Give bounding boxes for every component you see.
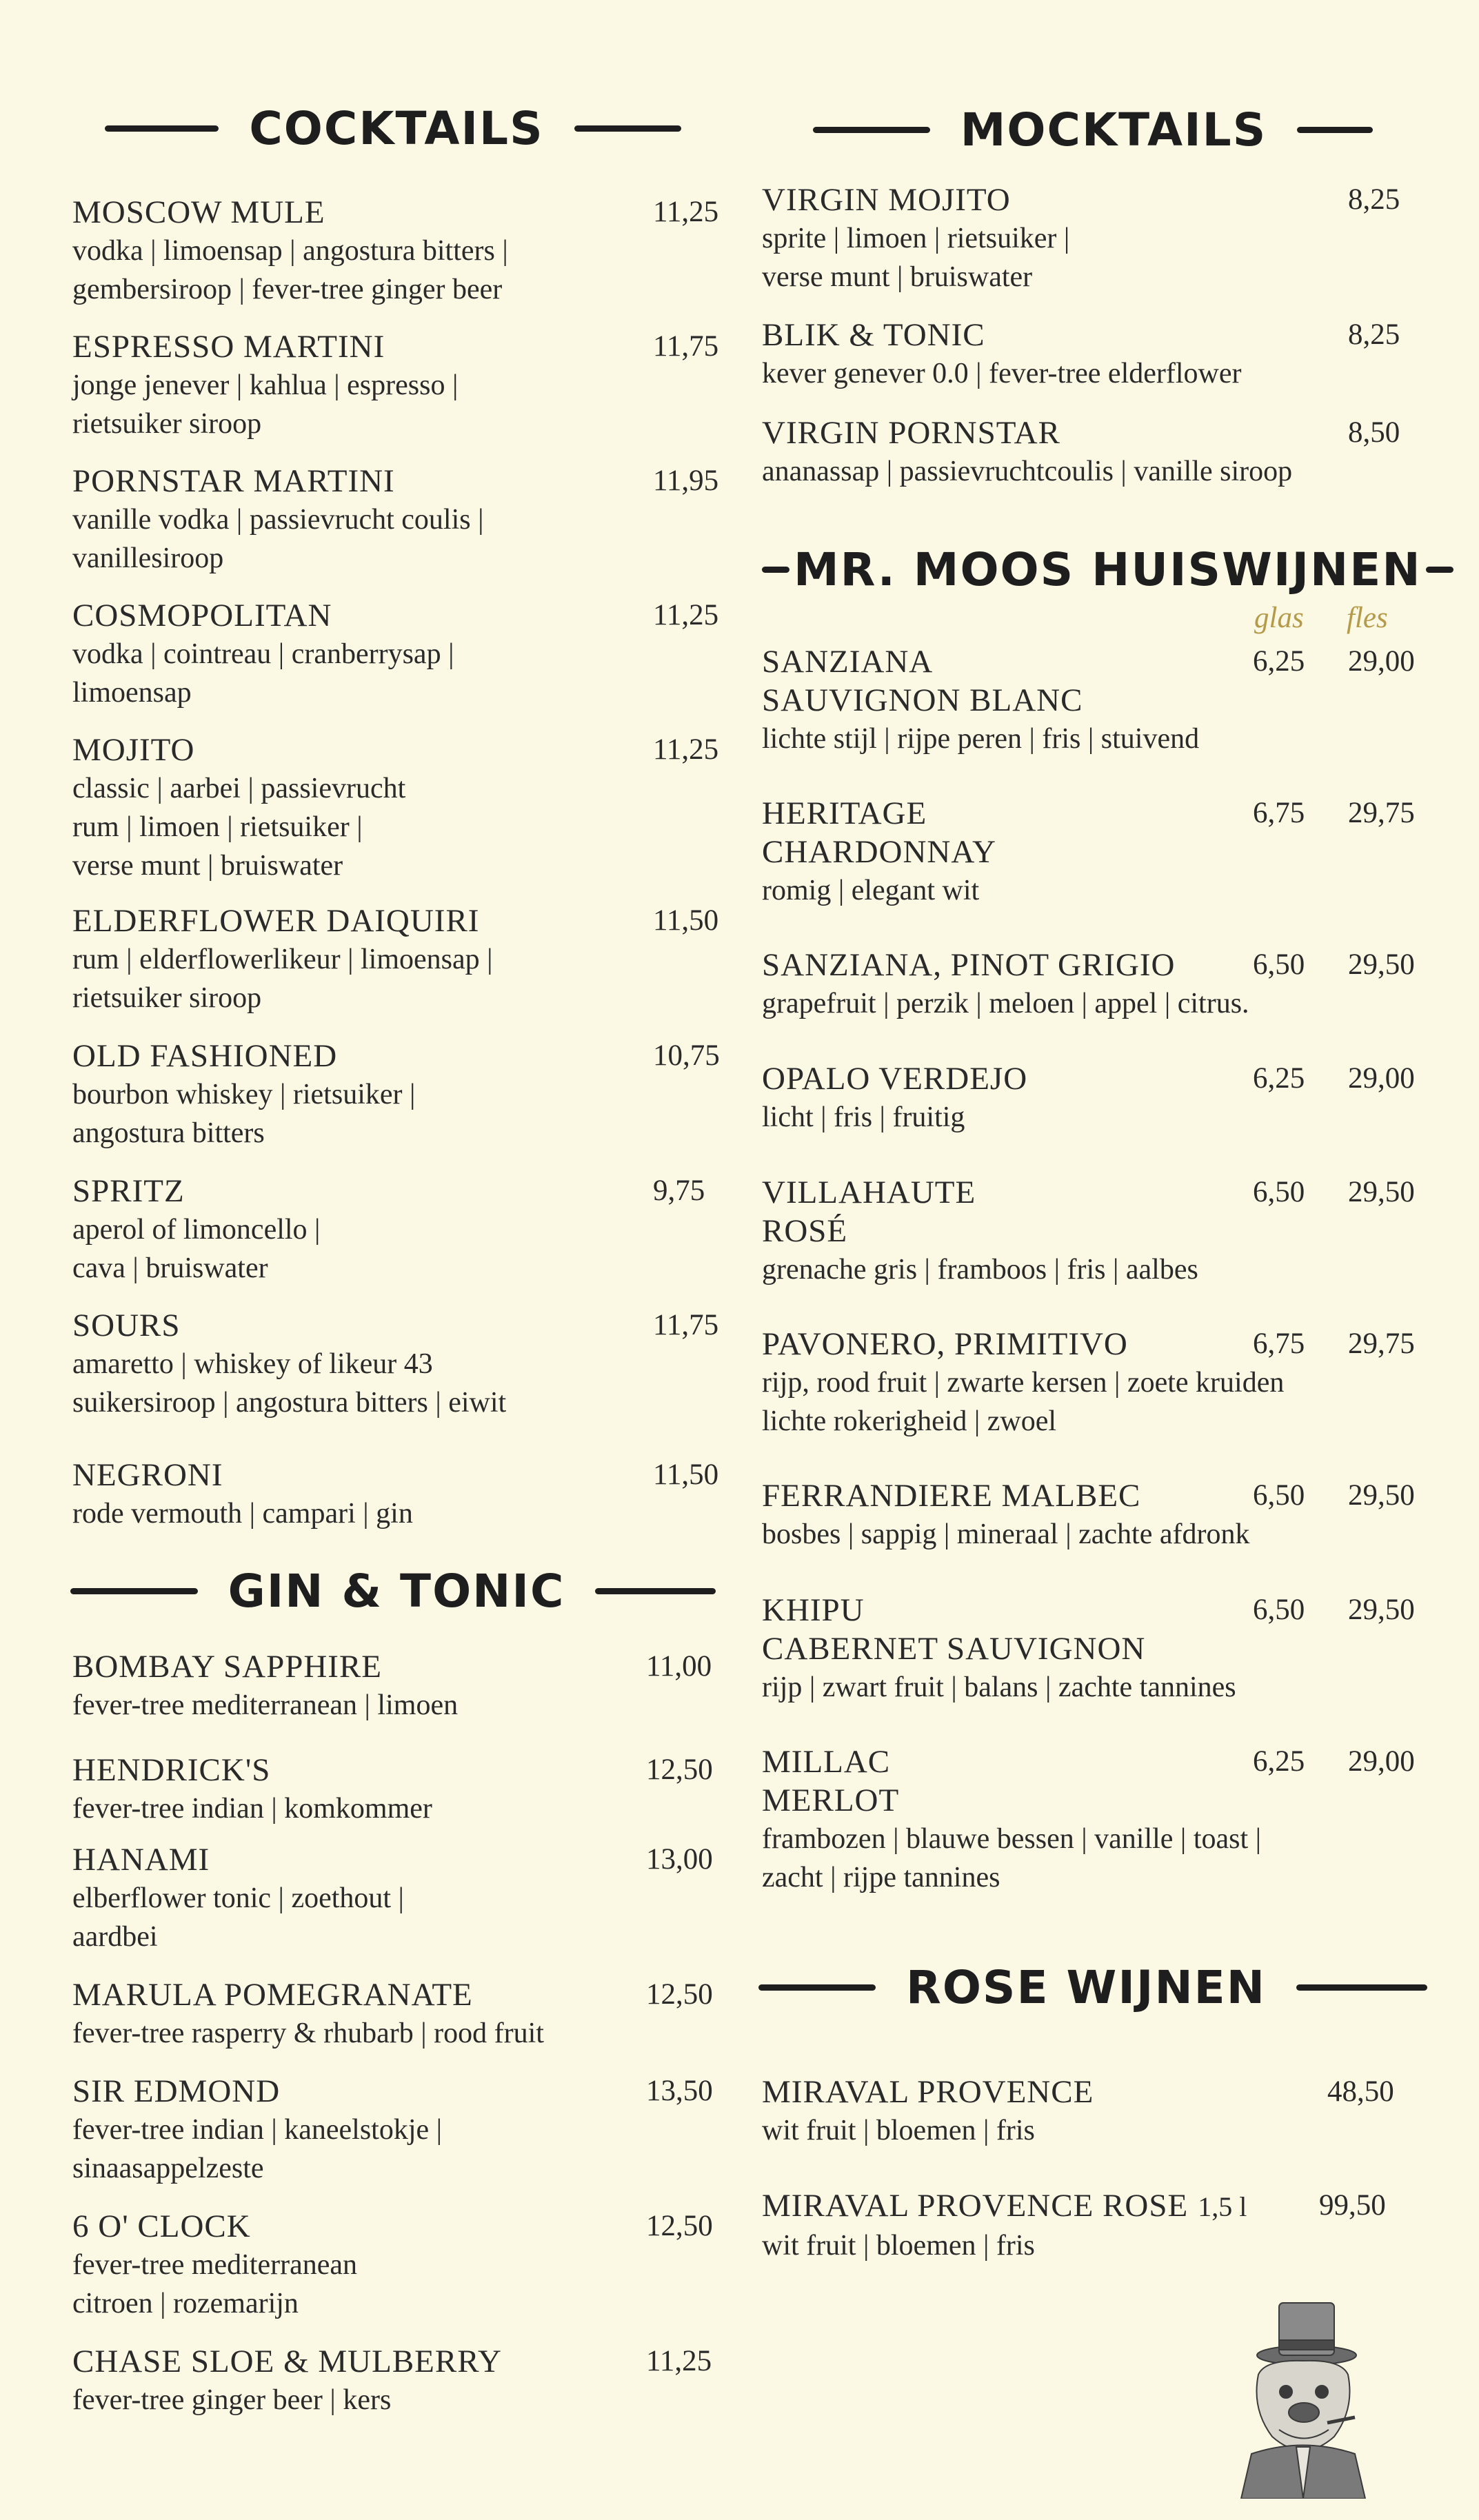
menu-item bbox=[762, 181, 1424, 296]
item-description: vodka | limoensap | angostura bitters | bbox=[72, 235, 508, 267]
wine-item bbox=[762, 1059, 1424, 1137]
gin-tonic-title: GIN & TONIC bbox=[228, 1565, 565, 1618]
item-description: vanillesiroop bbox=[72, 542, 224, 574]
item-description: rietsuiker siroop bbox=[72, 982, 262, 1014]
item-description: sprite | limoen | rietsuiker | bbox=[762, 223, 1070, 254]
menu-item bbox=[72, 1840, 714, 1956]
bottle-price: 29,00 bbox=[1348, 1062, 1415, 1095]
menu-item bbox=[72, 2342, 714, 2419]
item-name: ELDERFLOWER DAIQUIRI bbox=[72, 903, 480, 939]
rose-description: wit fruit | bloemen | fris bbox=[762, 2230, 1035, 2262]
wine-name-line: SANZIANA, PINOT GRIGIO bbox=[762, 947, 1176, 983]
heading-rule bbox=[758, 1984, 876, 1991]
item-description: classic | aarbei | passievrucht bbox=[72, 773, 406, 804]
wine-name bbox=[762, 1173, 1424, 1250]
wine-item bbox=[762, 1476, 1424, 1554]
wine-name-line: SAUVIGNON BLANC bbox=[762, 682, 1083, 718]
wine-name-line: ROSÉ bbox=[762, 1213, 848, 1249]
rose-price: 99,50 bbox=[1319, 2189, 1386, 2222]
item-price: 8,50 bbox=[1348, 416, 1400, 449]
item-description: suikersiroop | angostura bitters | eiwit bbox=[72, 1387, 507, 1419]
heading-rule bbox=[1296, 1984, 1427, 1991]
bottle-price: 29,75 bbox=[1348, 797, 1415, 829]
menu-item bbox=[72, 1306, 719, 1422]
item-name: HENDRICK'S bbox=[72, 1752, 271, 1788]
item-description: sinaasappelzeste bbox=[72, 2153, 264, 2184]
wine-name bbox=[762, 794, 1424, 871]
wine-name bbox=[762, 946, 1424, 984]
rose-title: ROSE WIJNEN bbox=[906, 1961, 1266, 2014]
item-price: 9,75 bbox=[653, 1175, 705, 1207]
wine-name-line: VILLAHAUTE bbox=[762, 1175, 976, 1210]
wine-description: licht | fris | fruitig bbox=[762, 1101, 965, 1133]
item-price: 11,50 bbox=[653, 1459, 719, 1491]
item-description: fever-tree mediterranean bbox=[72, 2249, 358, 2281]
wine-name-line: CABERNET SAUVIGNON bbox=[762, 1631, 1146, 1667]
wine-name bbox=[762, 1325, 1424, 1363]
wine-description: grenache gris | framboos | fris | aalbes bbox=[762, 1254, 1198, 1286]
bottle-price: 29,50 bbox=[1348, 1479, 1415, 1512]
item-description: rum | limoen | rietsuiker | bbox=[72, 811, 363, 843]
wine-description: rijp | zwart fruit | balans | zachte tannines bbox=[762, 1671, 1236, 1703]
item-description: jonge jenever | kahlua | espresso | bbox=[72, 369, 459, 401]
wine-description: lichte stijl | rijpe peren | fris | stuivend bbox=[762, 723, 1200, 755]
item-name: NEGRONI bbox=[72, 1457, 223, 1493]
wine-name-line: SANZIANA bbox=[762, 644, 934, 680]
item-description: limoensap bbox=[72, 677, 192, 709]
glass-price: 6,50 bbox=[1253, 1176, 1305, 1208]
heading-rule bbox=[813, 127, 930, 133]
item-description: cava | bruiswater bbox=[72, 1252, 268, 1284]
bottle-price: 29,50 bbox=[1348, 948, 1415, 981]
item-description: fever-tree mediterranean | limoen bbox=[72, 1689, 459, 1721]
menu-item bbox=[72, 1975, 714, 2053]
menu-item bbox=[72, 2207, 714, 2323]
item-description: verse munt | bruiswater bbox=[762, 261, 1033, 293]
wine-item bbox=[762, 1742, 1424, 1897]
item-name: VIRGIN MOJITO bbox=[762, 182, 1011, 218]
rose-heading bbox=[762, 1961, 1424, 2014]
menu-item bbox=[72, 462, 719, 578]
item-price: 8,25 bbox=[1348, 183, 1400, 216]
bottle-price: 29,50 bbox=[1348, 1176, 1415, 1208]
glass-price: 6,75 bbox=[1253, 797, 1305, 829]
wine-name-line: FERRANDIERE MALBEC bbox=[762, 1478, 1141, 1514]
item-name: HANAMI bbox=[72, 1842, 210, 1878]
glass-price: 6,25 bbox=[1253, 1745, 1305, 1778]
item-name: OLD FASHIONED bbox=[72, 1038, 338, 1074]
rose-item bbox=[762, 2186, 1424, 2265]
wine-name bbox=[762, 642, 1424, 720]
menu-item bbox=[72, 2072, 714, 2188]
rose-size: 1,5 l bbox=[1198, 2191, 1247, 2222]
wine-item bbox=[762, 794, 1424, 910]
wine-name-line: PAVONERO, PRIMITIVO bbox=[762, 1326, 1128, 1362]
rose-price: 48,50 bbox=[1327, 2075, 1394, 2108]
item-description: fever-tree rasperry & rhubarb | rood fruit bbox=[72, 2018, 544, 2049]
item-description: aardbei bbox=[72, 1921, 158, 1953]
heading-rule bbox=[1426, 567, 1453, 573]
item-name: PORNSTAR MARTINI bbox=[72, 463, 395, 499]
item-price: 11,25 bbox=[653, 599, 719, 631]
item-description: citroen | rozemarijn bbox=[72, 2288, 299, 2319]
wine-item bbox=[762, 1591, 1424, 1707]
heading-rule bbox=[574, 125, 681, 132]
glass-price: 6,50 bbox=[1253, 1479, 1305, 1512]
item-description: kever genever 0.0 | fever-tree elderflower bbox=[762, 358, 1242, 389]
menu-item bbox=[72, 1751, 714, 1828]
bottle-price: 29,75 bbox=[1348, 1328, 1415, 1360]
item-price: 11,75 bbox=[653, 1309, 719, 1341]
item-price: 11,25 bbox=[646, 2345, 712, 2377]
item-description: verse munt | bruiswater bbox=[72, 850, 343, 882]
gin-tonic-heading bbox=[72, 1565, 714, 1618]
heading-rule bbox=[105, 125, 219, 132]
item-name: BOMBAY SAPPHIRE bbox=[72, 1649, 383, 1685]
item-name: BLIK & TONIC bbox=[762, 317, 985, 353]
menu-item bbox=[72, 193, 719, 309]
item-name: 6 O' CLOCK bbox=[72, 2208, 251, 2244]
rose-item bbox=[762, 2073, 1424, 2150]
item-name: VIRGIN PORNSTAR bbox=[762, 415, 1060, 451]
item-price: 10,75 bbox=[653, 1039, 720, 1072]
menu-item bbox=[72, 731, 719, 885]
item-description: rum | elderflowerlikeur | limoensap | bbox=[72, 944, 493, 975]
item-price: 11,25 bbox=[653, 196, 719, 228]
huiswijnen-title: MR. MOOS HUISWIJNEN bbox=[794, 543, 1422, 596]
heading-rule bbox=[1297, 127, 1373, 133]
item-description: gembersiroop | fever-tree ginger beer bbox=[72, 274, 503, 305]
glass-price: 6,25 bbox=[1253, 1062, 1305, 1095]
wine-item bbox=[762, 1173, 1424, 1289]
item-description: fever-tree ginger beer | kers bbox=[72, 2384, 392, 2416]
wine-name bbox=[762, 1591, 1424, 1668]
rose-name-text: MIRAVAL PROVENCE ROSE bbox=[762, 2188, 1189, 2224]
menu-item bbox=[72, 596, 719, 712]
item-price: 13,00 bbox=[646, 1843, 713, 1876]
item-name: MARULA POMEGRANATE bbox=[72, 1977, 473, 2013]
menu-item bbox=[762, 414, 1424, 491]
item-price: 11,95 bbox=[653, 465, 719, 497]
bottle-price: 29,00 bbox=[1348, 645, 1415, 678]
item-description: rietsuiker siroop bbox=[72, 408, 262, 440]
item-price: 11,25 bbox=[653, 733, 719, 766]
item-description: aperol of limoncello | bbox=[72, 1214, 321, 1246]
item-name: MOSCOW MULE bbox=[72, 194, 325, 230]
glas-column-label: glas bbox=[1254, 602, 1304, 634]
bottle-price: 29,00 bbox=[1348, 1745, 1415, 1778]
rose-description: wit fruit | bloemen | fris bbox=[762, 2115, 1035, 2146]
item-description: fever-tree indian | kaneelstokje | bbox=[72, 2114, 443, 2146]
menu-item bbox=[72, 1456, 719, 1533]
menu-item bbox=[72, 902, 719, 1017]
wine-name-line: HERITAGE bbox=[762, 795, 927, 831]
item-price: 12,50 bbox=[646, 1754, 713, 1786]
cocktails-title: COCKTAILS bbox=[249, 102, 544, 155]
item-name: SOURS bbox=[72, 1308, 181, 1343]
mocktails-heading bbox=[762, 103, 1424, 156]
menu-item bbox=[72, 1037, 720, 1152]
item-price: 8,25 bbox=[1348, 318, 1400, 351]
bottle-price: 29,50 bbox=[1348, 1594, 1415, 1626]
heading-rule bbox=[762, 567, 789, 573]
item-description: ananassap | passievruchtcoulis | vanille siroop bbox=[762, 456, 1293, 487]
item-price: 12,50 bbox=[646, 2210, 713, 2242]
wine-description: rijp, rood fruit | zwarte kersen | zoete kruiden bbox=[762, 1367, 1285, 1399]
menu-item bbox=[72, 327, 719, 443]
heading-rule bbox=[595, 1588, 716, 1594]
item-price: 12,50 bbox=[646, 1978, 713, 2011]
item-description: fever-tree indian | komkommer bbox=[72, 1793, 432, 1825]
wine-description: romig | elegant wit bbox=[762, 875, 980, 906]
item-price: 11,00 bbox=[646, 1650, 712, 1683]
item-price: 11,75 bbox=[653, 330, 719, 363]
glass-price: 6,50 bbox=[1253, 1594, 1305, 1626]
menu-item bbox=[72, 1647, 714, 1725]
wine-description: grapefruit | perzik | meloen | appel | citrus. bbox=[762, 988, 1249, 1019]
mocktails-title: MOCKTAILS bbox=[960, 103, 1267, 156]
wine-name bbox=[762, 1476, 1424, 1515]
wine-name-line: CHARDONNAY bbox=[762, 834, 996, 870]
wine-name bbox=[762, 1059, 1424, 1098]
item-name: CHASE SLOE & MULBERRY bbox=[72, 2344, 502, 2379]
glass-price: 6,50 bbox=[1253, 948, 1305, 981]
item-price: 13,50 bbox=[646, 2075, 713, 2107]
item-name: SIR EDMOND bbox=[72, 2073, 281, 2109]
wine-item bbox=[762, 1325, 1424, 1441]
menu-item bbox=[72, 1172, 714, 1288]
wine-name-line: OPALO VERDEJO bbox=[762, 1061, 1028, 1097]
wine-item bbox=[762, 946, 1424, 1023]
wine-name-line: MILLAC bbox=[762, 1744, 891, 1780]
wine-name bbox=[762, 1742, 1424, 1820]
item-name: ESPRESSO MARTINI bbox=[72, 329, 385, 365]
bulldog-top-hat-icon bbox=[1231, 2299, 1376, 2499]
wine-description: frambozen | blauwe bessen | vanille | toast | bbox=[762, 1823, 1262, 1855]
wine-name-line: MERLOT bbox=[762, 1782, 900, 1818]
heading-rule bbox=[70, 1588, 198, 1594]
item-description: vodka | cointreau | cranberrysap | bbox=[72, 638, 454, 670]
item-price: 11,50 bbox=[653, 904, 719, 937]
wine-description: zacht | rijpe tannines bbox=[762, 1862, 1000, 1893]
item-description: rode vermouth | campari | gin bbox=[72, 1498, 413, 1530]
wine-item bbox=[762, 642, 1424, 758]
glass-price: 6,25 bbox=[1253, 645, 1305, 678]
rose-name bbox=[762, 2073, 1424, 2111]
item-name: MOJITO bbox=[72, 732, 195, 768]
glass-price: 6,75 bbox=[1253, 1328, 1305, 1360]
fles-column-label: fles bbox=[1347, 602, 1388, 634]
item-description: vanille vodka | passievrucht coulis | bbox=[72, 504, 484, 536]
rose-name-text: MIRAVAL PROVENCE bbox=[762, 2074, 1094, 2110]
item-description: bourbon whiskey | rietsuiker | bbox=[72, 1079, 416, 1110]
item-name: SPRITZ bbox=[72, 1173, 185, 1209]
item-description: amaretto | whiskey of likeur 43 bbox=[72, 1348, 433, 1380]
item-description: angostura bitters bbox=[72, 1117, 265, 1149]
item-name: COSMOPOLITAN bbox=[72, 598, 332, 633]
wine-name-line: KHIPU bbox=[762, 1592, 865, 1628]
menu-item bbox=[762, 316, 1424, 393]
huiswijnen-heading bbox=[762, 543, 1424, 596]
item-description: elberflower tonic | zoethout | bbox=[72, 1882, 404, 1914]
wine-description: lichte rokerigheid | zwoel bbox=[762, 1405, 1057, 1437]
cocktails-heading bbox=[72, 102, 714, 155]
wine-description: bosbes | sappig | mineraal | zachte afdronk bbox=[762, 1518, 1250, 1550]
